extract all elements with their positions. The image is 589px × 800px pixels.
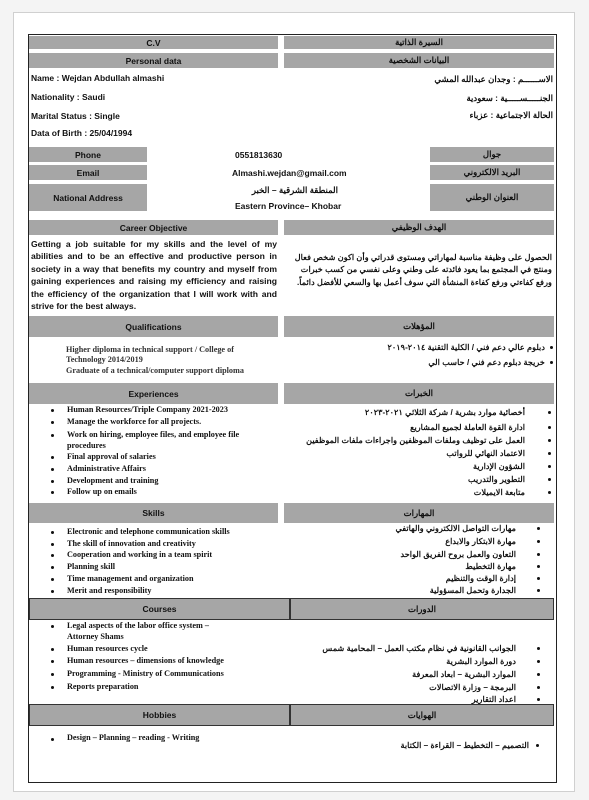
experience-item-ar: متابعة الايميلات bbox=[473, 488, 525, 497]
experiences-title: Experiences bbox=[128, 388, 179, 399]
national-address-label-bar bbox=[29, 184, 147, 211]
email-label: Email bbox=[76, 167, 100, 178]
email-label-ar: البريد الالكتروني bbox=[463, 167, 521, 177]
qualifications-title: Qualifications bbox=[125, 321, 182, 332]
hobbies-bar bbox=[29, 704, 290, 726]
experience-item: Human Resources/Triple Company 2021-2023 bbox=[67, 405, 228, 414]
date-of-birth-field: Data of Birth : 25/04/1994 bbox=[31, 128, 133, 138]
course-item: Legal aspects of the labor office system – bbox=[67, 621, 209, 630]
courses-bar-ar bbox=[290, 598, 554, 620]
experience-item: Follow up on emails bbox=[67, 487, 137, 496]
skill-item: Merit and responsibility bbox=[67, 586, 152, 595]
skill-item: Electronic and telephone communication skills bbox=[67, 527, 230, 536]
qualification-line: Technology 2014/2019 bbox=[66, 355, 143, 364]
career-objective-text: Getting a job suitable for my skills and the level of my abilities and to be an effective and productive person in society in a way that benefits my country and myself from gaining experiences and raising my efficiency and raising the efficiency of the organization that I will work with and strive for the best always. bbox=[31, 239, 277, 312]
qualifications-bar bbox=[29, 316, 278, 337]
course-item: Human resources – dimensions of knowledge bbox=[67, 656, 224, 665]
course-item-ar: البرمجة – وزارة الاتصالات bbox=[429, 683, 516, 692]
hobbies-bar-ar bbox=[290, 704, 554, 726]
experience-item-ar: ادارة القوة العاملة لجميع المشاريع bbox=[410, 423, 525, 432]
career-objective-title-ar: الهدف الوظيفي bbox=[391, 222, 447, 232]
experience-item: Final approval of salaries bbox=[67, 452, 156, 461]
national-address-label-ar: العنوان الوطني bbox=[465, 192, 519, 202]
name-field: Name : Wejdan Abdullah almashi bbox=[31, 73, 165, 83]
cv-title: C.V bbox=[146, 37, 161, 48]
skills-title-ar: المهارات bbox=[403, 507, 435, 518]
experience-item: Work on hiring, employee files, and employee file bbox=[67, 430, 240, 439]
career-objective-bar bbox=[29, 220, 278, 235]
course-item: Reports preparation bbox=[67, 682, 139, 691]
hobbies-text: Design – Planning – reading - Writing bbox=[67, 733, 200, 742]
skills-title: Skills bbox=[142, 508, 165, 518]
experience-item: Development and training bbox=[67, 476, 159, 485]
experience-item-ar: التطوير والتدريب bbox=[467, 475, 525, 484]
experience-item-ar: الشؤون الإدارية bbox=[472, 462, 525, 471]
skill-item: Planning skill bbox=[67, 562, 116, 571]
skill-item: The skill of innovation and creativity bbox=[67, 539, 196, 548]
marital-status-field: Marital Status : Single bbox=[31, 111, 120, 121]
skill-item-ar: الجدارة وتحمل المسؤولية bbox=[429, 586, 516, 595]
email-label-bar bbox=[29, 165, 147, 180]
experience-item: procedures bbox=[67, 441, 106, 450]
course-item-ar: دورة الموارد البشرية bbox=[446, 657, 516, 666]
courses-title: Courses bbox=[142, 604, 177, 614]
skills-bar-ar bbox=[284, 503, 554, 523]
cv-title-ar: السيرة الذاتية bbox=[395, 37, 443, 47]
national-address-value-ar: المنطقة الشرقية – الخبر bbox=[251, 185, 338, 195]
skill-item: Cooperation and working in a team spirit bbox=[67, 550, 213, 559]
qualification-line: Higher diploma in technical support / College of bbox=[66, 345, 234, 354]
experience-item-ar: العمل على توظيف وملفات الموظفين واجراءات ملفات الموظفين bbox=[306, 436, 525, 445]
hobbies-text-ar: التصميم – التخطيط – القراءة – الكتابة bbox=[400, 741, 529, 750]
hobbies-title: Hobbies bbox=[142, 710, 177, 720]
course-item: Programming - Ministry of Communications bbox=[67, 669, 224, 678]
skill-item: Time management and organization bbox=[67, 574, 194, 583]
phone-label-ar: جوال bbox=[482, 149, 502, 159]
personal-data-title: Personal data bbox=[125, 55, 182, 66]
experience-item: Administrative Affairs bbox=[67, 464, 146, 473]
national-address-value: Eastern Province– Khobar bbox=[235, 201, 342, 211]
phone-value: 0551813630 bbox=[235, 150, 283, 160]
experiences-title-ar: الخبرات bbox=[404, 388, 434, 398]
skill-item-ar: التعاون والعمل بروح الفريق الواحد bbox=[400, 550, 516, 559]
skills-bar bbox=[29, 503, 278, 523]
career-objective-bar-ar bbox=[284, 220, 554, 235]
personal-data-bar-ar bbox=[284, 53, 554, 68]
name-field-ar: الاســــــم : وجدان عبدالله المشي bbox=[434, 74, 553, 84]
course-item: Attorney Shams bbox=[67, 632, 124, 641]
course-item: Human resources cycle bbox=[67, 644, 148, 653]
course-item-ar: الجوانب القانونية في نظام مكتب العمل – المحامية شمس bbox=[322, 644, 516, 653]
qualification-line-ar: دبلوم عالي دعم فني / الكلية التقنية ٢٠١٤-٢٠١٩ bbox=[387, 343, 545, 352]
experience-item-ar: أخصائية موارد بشرية / شركة الثلاثي ٢٠٢١-٢٠٢٣ bbox=[364, 408, 525, 417]
personal-data-title-ar: البيانات الشخصية bbox=[388, 55, 450, 65]
experiences-bar bbox=[29, 383, 278, 404]
national-address-label: National Address bbox=[53, 192, 123, 203]
cv-title-bar bbox=[29, 36, 278, 49]
phone-label: Phone bbox=[75, 149, 101, 160]
personal-data-bar bbox=[29, 53, 278, 68]
courses-title-ar: الدورات bbox=[408, 603, 436, 614]
skill-item-ar: مهارة التخطيط bbox=[465, 562, 516, 571]
qualification-line: Graduate of a technical/computer support diploma bbox=[66, 366, 244, 375]
experience-item-ar: الاعتماد النهائي للرواتب bbox=[446, 449, 525, 458]
experience-item: Manage the workforce for all projects. bbox=[67, 417, 202, 426]
national-address-label-bar-ar bbox=[430, 184, 554, 211]
course-item-ar: اعداد التقارير bbox=[471, 695, 516, 704]
email-label-bar-ar bbox=[430, 165, 554, 180]
experiences-bar-ar bbox=[284, 383, 554, 404]
nationality-field: Nationality : Saudi bbox=[31, 92, 106, 102]
qualifications-title-ar: المؤهلات bbox=[403, 321, 435, 331]
phone-label-bar-ar bbox=[430, 147, 554, 162]
qualifications-bar-ar bbox=[284, 316, 554, 337]
qualification-line-ar: خريجة دبلوم دعم فني / حاسب الي bbox=[428, 358, 545, 367]
skill-item-ar: إدارة الوقت والتنظيم bbox=[445, 574, 516, 583]
nationality-field-ar: الجنـــــســـــية : سعودية bbox=[466, 93, 553, 103]
phone-label-bar bbox=[29, 147, 147, 162]
email-value[interactable]: Almashi.wejdan@gmail.com bbox=[232, 168, 347, 178]
hobbies-title-ar: الهوايات bbox=[407, 709, 437, 720]
cv-title-bar-ar bbox=[284, 36, 554, 49]
career-objective-title: Career Objective bbox=[119, 222, 188, 233]
career-objective-text-ar: الحصول على وظيفة مناسبة لمهاراتي ومستوى قدراتي وأن اكون شخص فعال ومنتج في المجتمع بما يعود فائدته على وطني وعلى نفسي من كسب خبرات ورفع كفاءتي ورفع كفاءة المنشأة التي سوف أعمل بها والسعي للأفضل دائماً. bbox=[294, 253, 552, 287]
skill-item-ar: مهارة الابتكار والابداع bbox=[445, 537, 516, 546]
courses-bar bbox=[29, 598, 290, 620]
course-item-ar: الموارد البشرية – ابعاد المعرفة bbox=[412, 670, 516, 679]
marital-status-field-ar: الحالة الاجتماعية : عزباء bbox=[469, 110, 553, 120]
skill-item-ar: مهارات التواصل الالكتروني والهاتفي bbox=[395, 524, 516, 533]
